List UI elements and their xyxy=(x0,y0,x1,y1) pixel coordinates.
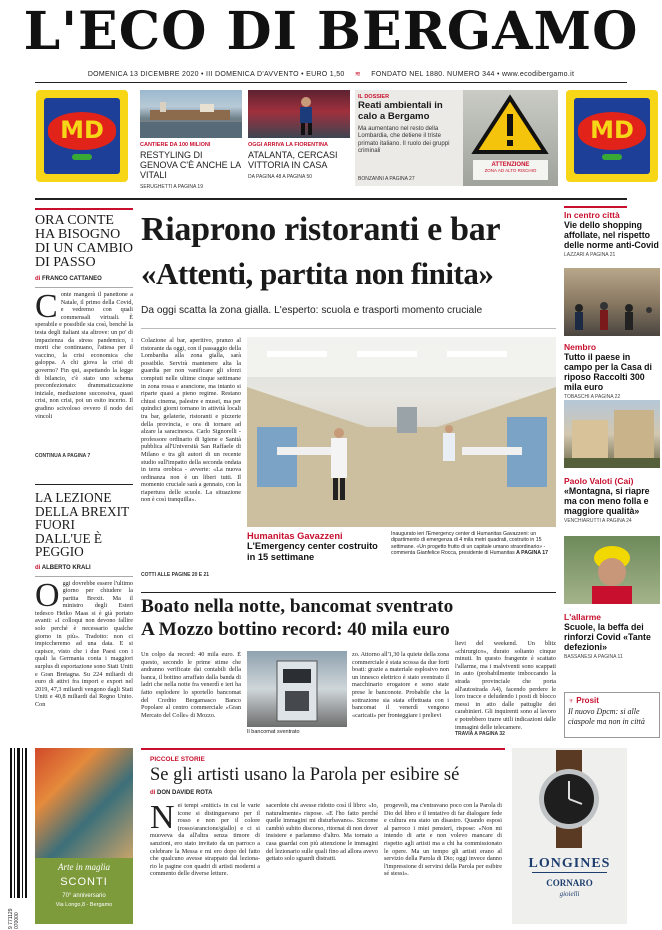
right-item-valoti[interactable] xyxy=(564,476,660,524)
editorial-conte xyxy=(35,208,133,459)
warning-triangle-icon xyxy=(463,90,558,160)
ad-sconti: SCONTI xyxy=(60,876,108,888)
warning-sign-panel xyxy=(473,160,548,180)
editorial-author: di ALBERTO KRALI xyxy=(35,564,91,571)
teaser-atalanta[interactable] xyxy=(248,90,350,186)
right-ref: LAZZARI A PAGINA 21 xyxy=(564,252,616,258)
story2-rule xyxy=(141,592,556,593)
prosit-kicker: ♆ Prosit xyxy=(568,696,599,705)
right-ref: VENCHIARUTTI A PAGINA 24 xyxy=(564,518,632,524)
dateline xyxy=(0,70,662,78)
right-item-scuole[interactable] xyxy=(564,612,660,660)
bancomat-photo xyxy=(247,651,347,727)
story2-col3: zo. Attorno all'1,30 la quiete della zona commerciale è stata scossa da due forti boati: grazie a materiale esplosivo non un innesco elettrico è stato sventrato il macchinario erogatore e sono state prese le banconote. Probabile che la sottrazione sia stata effettuata con i bancomat il venerdì vengono «caricati» per fronteggiare i prelievi xyxy=(352,651,449,719)
crowd-illustration xyxy=(564,268,660,336)
photo-headline[interactable]: L'Emergency center costruito in 15 settimane xyxy=(247,541,378,562)
ad-address: Via Longo,8 - Bergamo xyxy=(55,902,113,908)
teaser-genova[interactable] xyxy=(140,90,242,190)
barcode-digits: 9 771129 070000 xyxy=(8,908,20,929)
harbour-illustration xyxy=(140,90,242,138)
shopping-photo xyxy=(564,268,660,336)
right-kicker: Paolo Valoti (Cai) xyxy=(564,476,634,486)
prosit-box[interactable] xyxy=(564,692,660,738)
arte-in-maglia-ad[interactable] xyxy=(35,748,133,924)
ad-anniv: 70° anniversario xyxy=(62,893,106,899)
story3-col2: sacerdote chi avesse ridotto così il libro: «Io, naturalmente» rispose. «E l'ho fatto perché quelle immagini mi disturbavano». Siccome cambiò subito discorso, ritornai di non dover insistere e parlammo d'altro. Ma tornato a casa guardai con più attenzione le immagini del lezionario sulle quali fino ad allora avevo gettato solo sguardi distratti. xyxy=(266,802,378,863)
right-kicker: In centro città xyxy=(564,210,620,220)
right-headline: Scuole, la beffa dei rinforzi Covid «Tante defezioni» xyxy=(564,622,651,652)
sign-text: ZONA AD ALTO RISCHIO xyxy=(484,168,537,173)
md-logo-text: MD xyxy=(60,116,104,144)
right-headline: Vie dello shopping affollate, nel rispetto delle norme anti-Covid xyxy=(564,220,659,250)
sign-title: ATTENZIONE xyxy=(491,162,530,168)
ad-store: CORNARO xyxy=(546,878,593,888)
editorial-more[interactable]: CONTINUA A PAGINA 7 xyxy=(35,453,91,459)
main-headline-2[interactable]: «Attenti, partita non finita» xyxy=(141,256,494,291)
teaser-photo xyxy=(248,90,350,138)
climber-illustration xyxy=(564,536,660,604)
story2-ref[interactable]: TRAVIA A PAGINA 32 xyxy=(455,731,505,737)
teaser-headline: RESTYLING DI GENOVA C'È ANCHE LA VITALI xyxy=(140,150,241,180)
main-more[interactable]: COTTI ALLE PAGINE 20 E 21 xyxy=(141,572,210,578)
main-subhead: Da oggi scatta la zona gialla. L'esperto: scuola e trasporti momento cruciale xyxy=(141,305,483,316)
editorial-title: LA LEZIONE DELLA BREXIT FUORI DALL'UE È PEGGIO xyxy=(35,490,129,559)
right-headline: Tutto il paese in campo per la Casa di riposo Raccolti 300 mila euro xyxy=(564,352,653,392)
teaser-headline: ATALANTA, CERCASI VITTORIA IN CASA xyxy=(248,150,338,170)
main-body: Colazione al bar, aperitivo, pranzo al ristorante da oggi, con il passaggio della Lombardia alla zona gialla, sarà possibile. Servirà mantenere alta la guardia per non vanificare gli sforzi compiuti nelle ultime cinque settimane in zona rossa e arancione, ma intanto si riparte quasi a pieno regime. Restano chiusi cinema, palestre e musei, ma per quindici giorni tornano in attività locali tra bar, gelaterie, ristoranti e pizzerie della provincia, e ora di tornare ad alzare la saracinesca. Carlo Signorelli - professore ordinario di Igiene e Sanità pubblica all'Università San Raffaele di Milano e tra gli autori di un recente studio sull'impatto della seconda ondata in terra orobica - avverte: «La nuova ordinanza non è un liberi tutti. Il momento cruciale sarà a gennaio, con la riapertura delle scuole. La situazione non è così tranquilla». xyxy=(141,337,241,504)
prosit-text: Il nuovo Dpcm: si alle ciaspole ma non in città xyxy=(568,707,645,726)
teaser-ref: DA PAGINA 48 A PAGINA 50 xyxy=(248,174,313,180)
ad-footer xyxy=(35,858,133,924)
teaser-kicker: CANTIERE DA 100 MILIONI xyxy=(140,142,211,148)
building-illustration xyxy=(564,400,660,468)
photo-kicker: Humanitas Gavazzeni xyxy=(247,531,343,541)
ad-tag: gioielli xyxy=(559,890,580,898)
right-item-nembro[interactable] xyxy=(564,342,660,400)
strip-rule xyxy=(35,198,627,200)
story3-rule xyxy=(141,748,505,750)
dossier-body: Ma aumentano nel resto della Lombardia, che detiene il triste primato italiano. Il ruolo dei gruppi criminali xyxy=(358,125,450,154)
story3-col3: progevoli, ma c'entravano poco con la Parola di Dio del libro e il tentativo di far dialogare fede e cultura era stato un disastro. Quando esposi al parroco i miei pensieri, rispose: «Non mi intendo di arte e non volevo mancare di rispetto agli artisti ma a chi ha commissionato le opere. Ma un tempo gli artisti erano al servizio della Parola di Dio; oggi invece danno l'impressione di servirsi della Parola per esibire sé stessi». xyxy=(384,802,502,878)
right-ref: BASSANESI A PAGINA 11 xyxy=(564,654,623,660)
watch-icon xyxy=(512,748,627,848)
barcode-graphic xyxy=(8,748,30,898)
glass-icon: ♆ xyxy=(568,696,574,705)
teaser-kicker: OGGI ARRIVA LA FIORENTINA xyxy=(248,142,328,148)
story2-col4: lievi del weekend. Un blitz «chirurgico», durato soltanto cinque minuti. In questo frangente è scattato l'allarme, ma i malviventi sono scappati in auto (probabilmente imboccando la strada provinciale che porta all'autostrada A4), facendo perdere le loro tracce e deludendo i posti di blocco messi in atto dalle pattuglie dei carabinieri. Gli inquirenti sono al lavoro e potrebbero trarre utili indicazioni dalle immagini delle telecamere. xyxy=(455,640,556,731)
teaser-ref: SERUGHETTI A PAGINA 19 xyxy=(140,184,203,190)
md-ad-right[interactable] xyxy=(566,90,658,182)
football-illustration xyxy=(248,90,350,138)
hospital-photo xyxy=(247,337,556,527)
editorial-brexit xyxy=(35,484,133,754)
photo-caption: Inaugurato ieri l'Emergency center di Humanitas Gavazzeni: un dipartimento di emergenza di 4 mila metri quadrati, costruito in 15 settimane. «Un progetto frutto di un capitale umano straordinario» - commenta Gianfelice Rocca, presidente di Humanitas A PAGINA 17 xyxy=(391,531,548,556)
issue-date: DOMENICA 13 DICEMBRE 2020 • III DOMENICA D'AVVENTO • EURO 1,50 xyxy=(87,71,345,78)
editorial-body: Oggi dovrebbe essere l'ultimo giorno per chiudere la partita Brexit. Ma il ministro degli Esteri tedesco Heiko Maas si è già portato avanti: «I colloqui non devono fallire solo perché è necessario qualche giorno in più». Tradotto: non ci impiccheremo ad una data. E si capisce, visto che i due Paesi con i quali la Germania conta i maggiori surplus di esportazione sono Stati Uniti e Gran Bretagna. Su 224 miliardi di euro di attivi fra import e export nel 2019, 47,3 miliardi vengono dagli Stati Uniti e 40,8 miliardi dal Regno Unito. Con xyxy=(35,579,133,708)
longines-ad[interactable] xyxy=(512,748,627,924)
right-ref: TOBASCHI A PAGINA 22 xyxy=(564,394,621,400)
md-ad-left[interactable] xyxy=(36,90,128,182)
editorial-author: di FRANCO CATTANEO xyxy=(35,276,102,282)
dossier-headline: Reati ambientali in calo a Bergamo xyxy=(358,100,443,122)
teaser-photo xyxy=(140,90,242,138)
story3-col1: Nei tempi «mitici» in cui le varie icone si distinguevano per il rosso e non per il colore (rosso/arancione/giallo) e ci si muoveva da all'altra senza timore di sanzioni, ero stato invitato da un parroco a celebrare la Messa e mi ero dopo del fatto che qualcuno avesse strappato dal lezionario le pagine con quadri di artisti moderni a commento delle diverse letture. xyxy=(150,802,260,878)
wave-icon: ≋ xyxy=(354,71,362,78)
nembro-photo xyxy=(564,400,660,468)
top-rule xyxy=(35,82,627,83)
hospital-illustration xyxy=(247,337,556,527)
masthead-title: L'ECO DI BERGAMO xyxy=(23,1,639,62)
founded-line: FONDATO NEL 1880. NUMERO 344 • www.ecodibergamo.it xyxy=(371,71,575,78)
right-kicker: L'allarme xyxy=(564,612,601,622)
right-headline: «Montagna, si riapre ma con meno folla e maggiore qualità» xyxy=(564,486,650,516)
story2-headline-1[interactable]: Boato nella notte, bancomat sventrato xyxy=(141,596,454,617)
right-kicker: Nembro xyxy=(564,342,597,352)
main-headline-1[interactable]: Riaprono ristoranti e bar xyxy=(141,211,501,248)
md-logo-text: MD xyxy=(590,116,634,144)
dossier-ref: BONZANNI A PAGINA 27 xyxy=(358,176,415,182)
photo-label xyxy=(247,527,387,571)
barcode xyxy=(8,748,30,929)
story3-kicker: PICCOLE STORIE xyxy=(150,756,205,763)
ad-brand: Arte in maglia xyxy=(58,862,110,872)
knitwear-photo xyxy=(35,748,133,858)
main-rule xyxy=(141,328,556,329)
story2-headline-2[interactable]: A Mozzo bottino record: 40 mila euro xyxy=(141,619,450,640)
story3-author: di DON DAVIDE ROTA xyxy=(150,790,213,796)
ad-brand-longines: LONGINES xyxy=(528,856,611,871)
right-item-centro[interactable] xyxy=(564,210,660,258)
valoti-photo xyxy=(564,536,660,604)
warning-sign-photo xyxy=(463,90,558,186)
dossier-kicker: IL DOSSIER xyxy=(358,94,390,100)
editorial-title: ORA CONTE HA BISOGNO DI UN CAMBIO DI PASSO xyxy=(35,213,133,270)
editorial-body: Conte mangerà il panettone a Natale, il primo della Covid, e vedremo con quali commensali virtuali. È sperabile e possibile sia così, benché la testa degli italiani sia altrove: un po' di impazienza da stress pandemico, i morti che continuano, l'attesa per il vaccino, la crisi economica che galoppa. A chi giova la crisi di governo? Fin qui, aspettando la legge di bilancio, c'è stato uno schema preconfezionato: drammatizzazione iniziale, mediazione successiva, quasi crisi, non crisi, poi un esito incerto. Il gradino scivoloso ovvero il nodo dei vincoli xyxy=(35,291,133,420)
teaser-dossier[interactable] xyxy=(355,90,558,186)
right-top-rule xyxy=(564,206,627,208)
bancomat-caption: Il bancomat sventrato xyxy=(247,729,300,735)
story2-col1: Un colpo da record: 40 mila euro. È questo, secondo le prime stime che andranno verificate dai contabili della banca, il bottino arraffato dalla banda di ladri che nella notte fra venerdì e ieri ha fatto esplodere lo sportello bancomat del Credito Bergamasco Banco Popolare al centro commerciale «Gran Mercato del Colle» di Mozzo. xyxy=(141,651,241,719)
atm-illustration xyxy=(247,651,347,727)
story3-headline[interactable]: Se gli artisti usano la Parola per esibire sé xyxy=(150,765,460,785)
